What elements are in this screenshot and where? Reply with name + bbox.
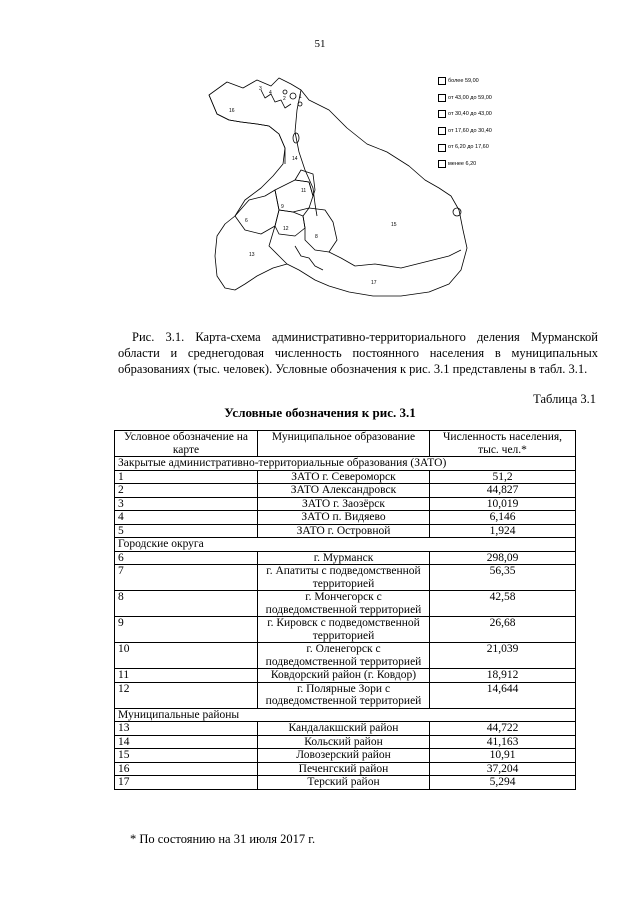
section-title: Городские округа <box>115 538 576 552</box>
page-number: 51 <box>314 38 326 50</box>
map-label-12: 12 <box>283 226 289 232</box>
legend-label: от 30,40 до 43,00 <box>448 111 492 118</box>
legend-swatch <box>438 144 446 152</box>
section-row <box>115 708 576 722</box>
row-value: 51,2 <box>430 470 576 484</box>
legend-swatch <box>438 127 446 135</box>
section-row <box>115 538 576 552</box>
row-num: 13 <box>115 722 258 736</box>
map-label-16: 16 <box>229 108 235 114</box>
map-label-4: 4 <box>269 90 272 96</box>
row-num: 6 <box>115 551 258 565</box>
row-name: ЗАТО г. Североморск <box>258 470 430 484</box>
row-name: г. Кировск с подведомственной территорией <box>258 617 430 643</box>
row-name: ЗАТО Александровск <box>258 484 430 498</box>
row-value: 44,827 <box>430 484 576 498</box>
row-num: 2 <box>115 484 258 498</box>
table-row <box>115 565 576 591</box>
district-6 <box>235 190 279 234</box>
map-outline <box>209 78 467 296</box>
row-num: 11 <box>115 669 258 683</box>
row-value: 41,163 <box>430 735 576 749</box>
row-value: 1,924 <box>430 524 576 538</box>
map-label-17: 17 <box>371 280 377 286</box>
header-population: Численность населения, тыс. чел.* <box>430 431 576 457</box>
legend-item <box>438 123 492 140</box>
legend-item <box>438 156 492 173</box>
table-row <box>115 776 576 790</box>
map-label-9: 9 <box>281 204 284 210</box>
legend-label: более 59,00 <box>448 78 479 84</box>
row-num: 10 <box>115 643 258 669</box>
legend-item <box>438 139 492 156</box>
legend-label: от 6,20 до 17,60 <box>448 144 489 151</box>
row-value: 42,58 <box>430 591 576 617</box>
table-row <box>115 749 576 763</box>
table-row <box>115 470 576 484</box>
legend-item <box>438 106 492 123</box>
row-num: 5 <box>115 524 258 538</box>
table-row <box>115 762 576 776</box>
legend-label: от 43,00 до 59,00 <box>448 94 492 101</box>
legend-item <box>438 90 492 107</box>
table-row <box>115 643 576 669</box>
table-label: Таблица 3.1 <box>533 392 596 406</box>
table-row <box>115 551 576 565</box>
row-value: 298,09 <box>430 551 576 565</box>
row-name: г. Полярные Зори с подведомственной территорией <box>258 682 430 708</box>
map-label-1: 1 <box>299 94 302 100</box>
caption-text: Карта-схема административно-территориального деления Мурманской области и среднегодовая численность постоянного населения в муниципальных образованиях (тыс. человек). Условные обозначения к рис. 3.1 представлены в табл. 3.1. <box>118 330 598 376</box>
row-name: ЗАТО г. Островной <box>258 524 430 538</box>
row-value: 10,019 <box>430 497 576 511</box>
table-title: Условные обозначения к рис. 3.1 <box>224 405 416 420</box>
row-name: Кандалакшский район <box>258 722 430 736</box>
row-num: 8 <box>115 591 258 617</box>
table-row <box>115 682 576 708</box>
table-row <box>115 617 576 643</box>
row-num: 14 <box>115 735 258 749</box>
district-8 <box>303 208 337 252</box>
header-municipality: Муниципальное образование <box>258 431 430 457</box>
legend-swatch <box>438 94 446 102</box>
legend-swatch <box>438 77 446 85</box>
row-num: 4 <box>115 511 258 525</box>
map-label-8: 8 <box>315 234 318 240</box>
legend-item <box>438 73 492 90</box>
table-row <box>115 497 576 511</box>
row-value: 37,204 <box>430 762 576 776</box>
row-value: 14,644 <box>430 682 576 708</box>
row-value: 26,68 <box>430 617 576 643</box>
table-row <box>115 484 576 498</box>
row-name: г. Мончегорск с подведомственной территорией <box>258 591 430 617</box>
legend-table <box>114 430 576 790</box>
map-label-15: 15 <box>391 222 397 228</box>
row-value: 21,039 <box>430 643 576 669</box>
map-label-11: 11 <box>301 188 307 194</box>
row-num: 3 <box>115 497 258 511</box>
legend-swatch <box>438 110 446 118</box>
row-num: 9 <box>115 617 258 643</box>
section-title: Закрытые административно-территориальные образования (ЗАТО) <box>115 457 576 471</box>
row-value: 44,722 <box>430 722 576 736</box>
caption-prefix: Рис. 3.1. <box>132 330 185 344</box>
row-name: ЗАТО г. Заозёрск <box>258 497 430 511</box>
table-header-row <box>115 431 576 457</box>
map-label-2: 2 <box>283 96 286 102</box>
legend-swatch <box>438 160 446 168</box>
row-value: 6,146 <box>430 511 576 525</box>
row-name: Ковдорский район (г. Ковдор) <box>258 669 430 683</box>
row-name: г. Апатиты с подведомственной территорией <box>258 565 430 591</box>
row-num: 12 <box>115 682 258 708</box>
map-label-6: 6 <box>245 218 248 224</box>
row-num: 16 <box>115 762 258 776</box>
row-name: Терский район <box>258 776 430 790</box>
table-row <box>115 735 576 749</box>
map-label-3: 3 <box>259 86 262 92</box>
row-num: 15 <box>115 749 258 763</box>
table-row <box>115 524 576 538</box>
legend-label: менее 6,20 <box>448 160 477 167</box>
table-row <box>115 511 576 525</box>
row-value: 5,294 <box>430 776 576 790</box>
district-12 <box>275 210 305 236</box>
table-row <box>115 669 576 683</box>
row-name: Ловозерский район <box>258 749 430 763</box>
row-value: 18,912 <box>430 669 576 683</box>
figure-caption <box>118 329 598 377</box>
row-num: 1 <box>115 470 258 484</box>
row-name: г. Оленегорск с подведомственной территорией <box>258 643 430 669</box>
row-value: 56,35 <box>430 565 576 591</box>
table-row <box>115 722 576 736</box>
map-label-14: 14 <box>292 156 298 162</box>
footnote: * По состоянию на 31 июля 2017 г. <box>130 832 316 846</box>
section-row <box>115 457 576 471</box>
row-num: 17 <box>115 776 258 790</box>
map-legend <box>438 73 492 173</box>
row-name: ЗАТО п. Видяево <box>258 511 430 525</box>
row-name: г. Мурманск <box>258 551 430 565</box>
row-name: Кольский район <box>258 735 430 749</box>
table-row <box>115 591 576 617</box>
section-title: Муниципальные районы <box>115 708 576 722</box>
row-name: Печенгский район <box>258 762 430 776</box>
row-value: 10,91 <box>430 749 576 763</box>
legend-label: от 17,60 до 30,40 <box>448 127 492 134</box>
header-map-symbol: Условное обозначение на карте <box>115 431 258 457</box>
row-num: 7 <box>115 565 258 591</box>
map-label-13: 13 <box>249 252 255 258</box>
